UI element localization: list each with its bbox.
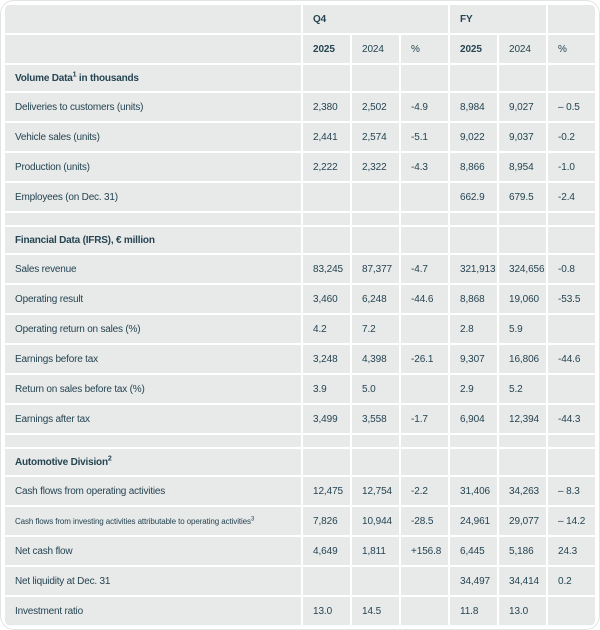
cell-fy-pct: -44.3 [548, 405, 595, 433]
cell-q4-2024 [352, 227, 399, 253]
label-column-subheader [5, 35, 301, 63]
table-row [5, 375, 595, 403]
spacer-row [5, 435, 595, 447]
cell-fy-pct [548, 375, 595, 403]
cell-fy-2024: 679.5 [499, 183, 546, 211]
cell-fy-2025: 8,868 [450, 285, 497, 313]
cell-q4-2025: 13.0 [303, 597, 350, 625]
section-row [5, 227, 595, 253]
fy-group-header: FY [450, 5, 546, 33]
cell-q4-2024 [352, 213, 399, 225]
cell-q4-pct: -2.2 [401, 477, 448, 505]
cell-q4-2024 [352, 449, 399, 475]
cell-fy-2025 [450, 435, 497, 447]
cell-fy-2024: 12,394 [499, 405, 546, 433]
cell-q4-2024: 87,377 [352, 255, 399, 283]
cell-fy-2025: 6,904 [450, 405, 497, 433]
cell-q4-2025: 3,248 [303, 345, 350, 373]
cell-q4-2024: 1,811 [352, 537, 399, 565]
cell-fy-pct: -2.4 [548, 183, 595, 211]
cell-fy-2024: 8,954 [499, 153, 546, 181]
q4-group-header: Q4 [303, 5, 448, 33]
cell-fy-2024 [499, 227, 546, 253]
cell-q4-2024: 2,574 [352, 123, 399, 151]
row-label [5, 435, 301, 447]
column-header-fy-2024: 2024 [499, 35, 546, 63]
cell-q4-2025: 2,441 [303, 123, 350, 151]
cell-fy-2025: 34,497 [450, 567, 497, 595]
column-header-q4-pct: % [401, 35, 448, 63]
row-label: Employees (on Dec. 31) [5, 183, 301, 211]
cell-fy-pct: -44.6 [548, 345, 595, 373]
cell-q4-2024: 6,248 [352, 285, 399, 313]
cell-q4-2024: 14.5 [352, 597, 399, 625]
cell-fy-pct: 24.3 [548, 537, 595, 565]
row-label: Cash flows from operating activities [5, 477, 301, 505]
table-row [5, 345, 595, 373]
row-label: Net liquidity at Dec. 31 [5, 567, 301, 595]
column-header-fy-pct: % [548, 35, 595, 63]
cell-q4-2025 [303, 227, 350, 253]
cell-q4-pct: -5.1 [401, 123, 448, 151]
cell-fy-2025: 9,022 [450, 123, 497, 151]
cell-fy-2024 [499, 449, 546, 475]
table-row [5, 123, 595, 151]
cell-fy-2025: 2.8 [450, 315, 497, 343]
cell-fy-2024: 5,186 [499, 537, 546, 565]
empty-group-header [548, 5, 595, 33]
cell-fy-2025 [450, 449, 497, 475]
row-label: Operating return on sales (%) [5, 315, 301, 343]
cell-fy-2024: 29,077 [499, 507, 546, 535]
table-row [5, 183, 595, 211]
cell-fy-pct [548, 449, 595, 475]
cell-fy-pct [548, 65, 595, 91]
cell-fy-2024 [499, 65, 546, 91]
cell-fy-2024: 5.9 [499, 315, 546, 343]
cell-fy-2025: 6,445 [450, 537, 497, 565]
cell-fy-pct: -0.2 [548, 123, 595, 151]
cell-fy-2025 [450, 227, 497, 253]
cell-fy-2025: 31,406 [450, 477, 497, 505]
cell-q4-2024: 7.2 [352, 315, 399, 343]
cell-q4-2025: 4.2 [303, 315, 350, 343]
row-label: Cash flows from investing activities attributable to operating activities$^3$ [5, 507, 301, 535]
table-row [5, 405, 595, 433]
cell-fy-2024: 16,806 [499, 345, 546, 373]
cell-fy-pct: -53.5 [548, 285, 595, 313]
cell-q4-pct: -44.6 [401, 285, 448, 313]
cell-fy-2024: 34,263 [499, 477, 546, 505]
cell-fy-2025: 2.9 [450, 375, 497, 403]
cell-fy-2025 [450, 213, 497, 225]
cell-q4-2025: 2,380 [303, 93, 350, 121]
cell-fy-pct [548, 597, 595, 625]
column-header-q4-2024: 2024 [352, 35, 399, 63]
table-row [5, 567, 595, 595]
cell-fy-2025 [450, 65, 497, 91]
cell-q4-pct: -4.9 [401, 93, 448, 121]
cell-q4-pct: -26.1 [401, 345, 448, 373]
row-label: Investment ratio [5, 597, 301, 625]
label-column-header [5, 5, 301, 33]
table-row [5, 285, 595, 313]
cell-fy-2024: 19,060 [499, 285, 546, 313]
cell-q4-2024 [352, 567, 399, 595]
row-label: Net cash flow [5, 537, 301, 565]
cell-q4-pct: +156.8 [401, 537, 448, 565]
spacer-row [5, 213, 595, 225]
cell-fy-2025: 11.8 [450, 597, 497, 625]
cell-q4-pct: -1.7 [401, 405, 448, 433]
cell-fy-pct: – 14.2 [548, 507, 595, 535]
cell-fy-2024: 5.2 [499, 375, 546, 403]
cell-q4-2024 [352, 183, 399, 211]
cell-q4-pct [401, 213, 448, 225]
cell-fy-2025: 321,913 [450, 255, 497, 283]
cell-q4-pct [401, 315, 448, 343]
cell-fy-pct [548, 213, 595, 225]
cell-q4-2025 [303, 567, 350, 595]
row-label: Deliveries to customers (units) [5, 93, 301, 121]
cell-fy-2024: 34,414 [499, 567, 546, 595]
column-header-q4-2025: 2025 [303, 35, 350, 63]
cell-q4-pct [401, 65, 448, 91]
row-label: Volume Data$^1$ in thousands [5, 65, 301, 91]
cell-q4-2024 [352, 65, 399, 91]
cell-q4-pct [401, 597, 448, 625]
cell-fy-2025: 24,961 [450, 507, 497, 535]
cell-q4-2025: 2,222 [303, 153, 350, 181]
cell-fy-2025: 8,984 [450, 93, 497, 121]
cell-fy-pct [548, 227, 595, 253]
cell-fy-2024: 9,027 [499, 93, 546, 121]
table-row [5, 537, 595, 565]
cell-q4-pct: -28.5 [401, 507, 448, 535]
cell-q4-2025: 3,460 [303, 285, 350, 313]
cell-fy-pct [548, 435, 595, 447]
row-label: Sales revenue [5, 255, 301, 283]
row-label: Financial Data (IFRS), € million [5, 227, 301, 253]
cell-fy-2025: 662.9 [450, 183, 497, 211]
row-label: Earnings before tax [5, 345, 301, 373]
cell-q4-pct [401, 449, 448, 475]
cell-q4-2025: 83,245 [303, 255, 350, 283]
cell-q4-2025: 12,475 [303, 477, 350, 505]
cell-q4-2024: 5.0 [352, 375, 399, 403]
cell-fy-2024: 324,656 [499, 255, 546, 283]
table-row [5, 315, 595, 343]
row-label: Return on sales before tax (%) [5, 375, 301, 403]
cell-fy-2024: 9,037 [499, 123, 546, 151]
cell-q4-pct [401, 567, 448, 595]
cell-q4-pct [401, 227, 448, 253]
row-label [5, 213, 301, 225]
footnote-marker: 2 [107, 455, 112, 463]
cell-fy-pct: 0.2 [548, 567, 595, 595]
cell-q4-2025: 3.9 [303, 375, 350, 403]
cell-q4-2024: 2,322 [352, 153, 399, 181]
cell-q4-2025 [303, 435, 350, 447]
table-row [5, 255, 595, 283]
cell-q4-2025: 7,826 [303, 507, 350, 535]
cell-q4-2025 [303, 449, 350, 475]
cell-q4-2024: 4,398 [352, 345, 399, 373]
financial-key-figures-table [3, 3, 597, 627]
cell-fy-2024 [499, 435, 546, 447]
cell-fy-2024: 13.0 [499, 597, 546, 625]
cell-fy-pct: – 8.3 [548, 477, 595, 505]
table-row [5, 597, 595, 625]
column-header-fy-2025: 2025 [450, 35, 497, 63]
footnote-marker: 3 [250, 515, 255, 522]
cell-fy-2024 [499, 213, 546, 225]
header-year-row [5, 35, 595, 63]
row-label: Production (units) [5, 153, 301, 181]
cell-fy-2025: 8,866 [450, 153, 497, 181]
section-row [5, 65, 595, 91]
cell-q4-2025: 3,499 [303, 405, 350, 433]
cell-q4-2024 [352, 435, 399, 447]
row-label: Earnings after tax [5, 405, 301, 433]
row-label: Vehicle sales (units) [5, 123, 301, 151]
cell-q4-2025: 4,649 [303, 537, 350, 565]
cell-q4-2025 [303, 213, 350, 225]
table-row [5, 507, 595, 535]
cell-q4-pct: -4.3 [401, 153, 448, 181]
row-label: Automotive Division$^2$ [5, 449, 301, 475]
footnote-marker: 1 [72, 71, 77, 79]
cell-q4-pct [401, 435, 448, 447]
table-row [5, 477, 595, 505]
cell-fy-2025: 9,307 [450, 345, 497, 373]
cell-q4-2024: 12,754 [352, 477, 399, 505]
cell-fy-pct: -0.8 [548, 255, 595, 283]
cell-fy-pct: – 0.5 [548, 93, 595, 121]
table-body [5, 65, 595, 625]
cell-q4-2024: 2,502 [352, 93, 399, 121]
header-period-row [5, 5, 595, 33]
table-grid [3, 3, 597, 627]
cell-q4-2025 [303, 183, 350, 211]
cell-q4-pct [401, 375, 448, 403]
cell-q4-pct: -4.7 [401, 255, 448, 283]
cell-q4-pct [401, 183, 448, 211]
cell-q4-2024: 10,944 [352, 507, 399, 535]
row-label: Operating result [5, 285, 301, 313]
cell-fy-pct [548, 315, 595, 343]
cell-q4-2024: 3,558 [352, 405, 399, 433]
cell-q4-2025 [303, 65, 350, 91]
section-row [5, 449, 595, 475]
table-row [5, 93, 595, 121]
cell-fy-pct: -1.0 [548, 153, 595, 181]
table-row [5, 153, 595, 181]
